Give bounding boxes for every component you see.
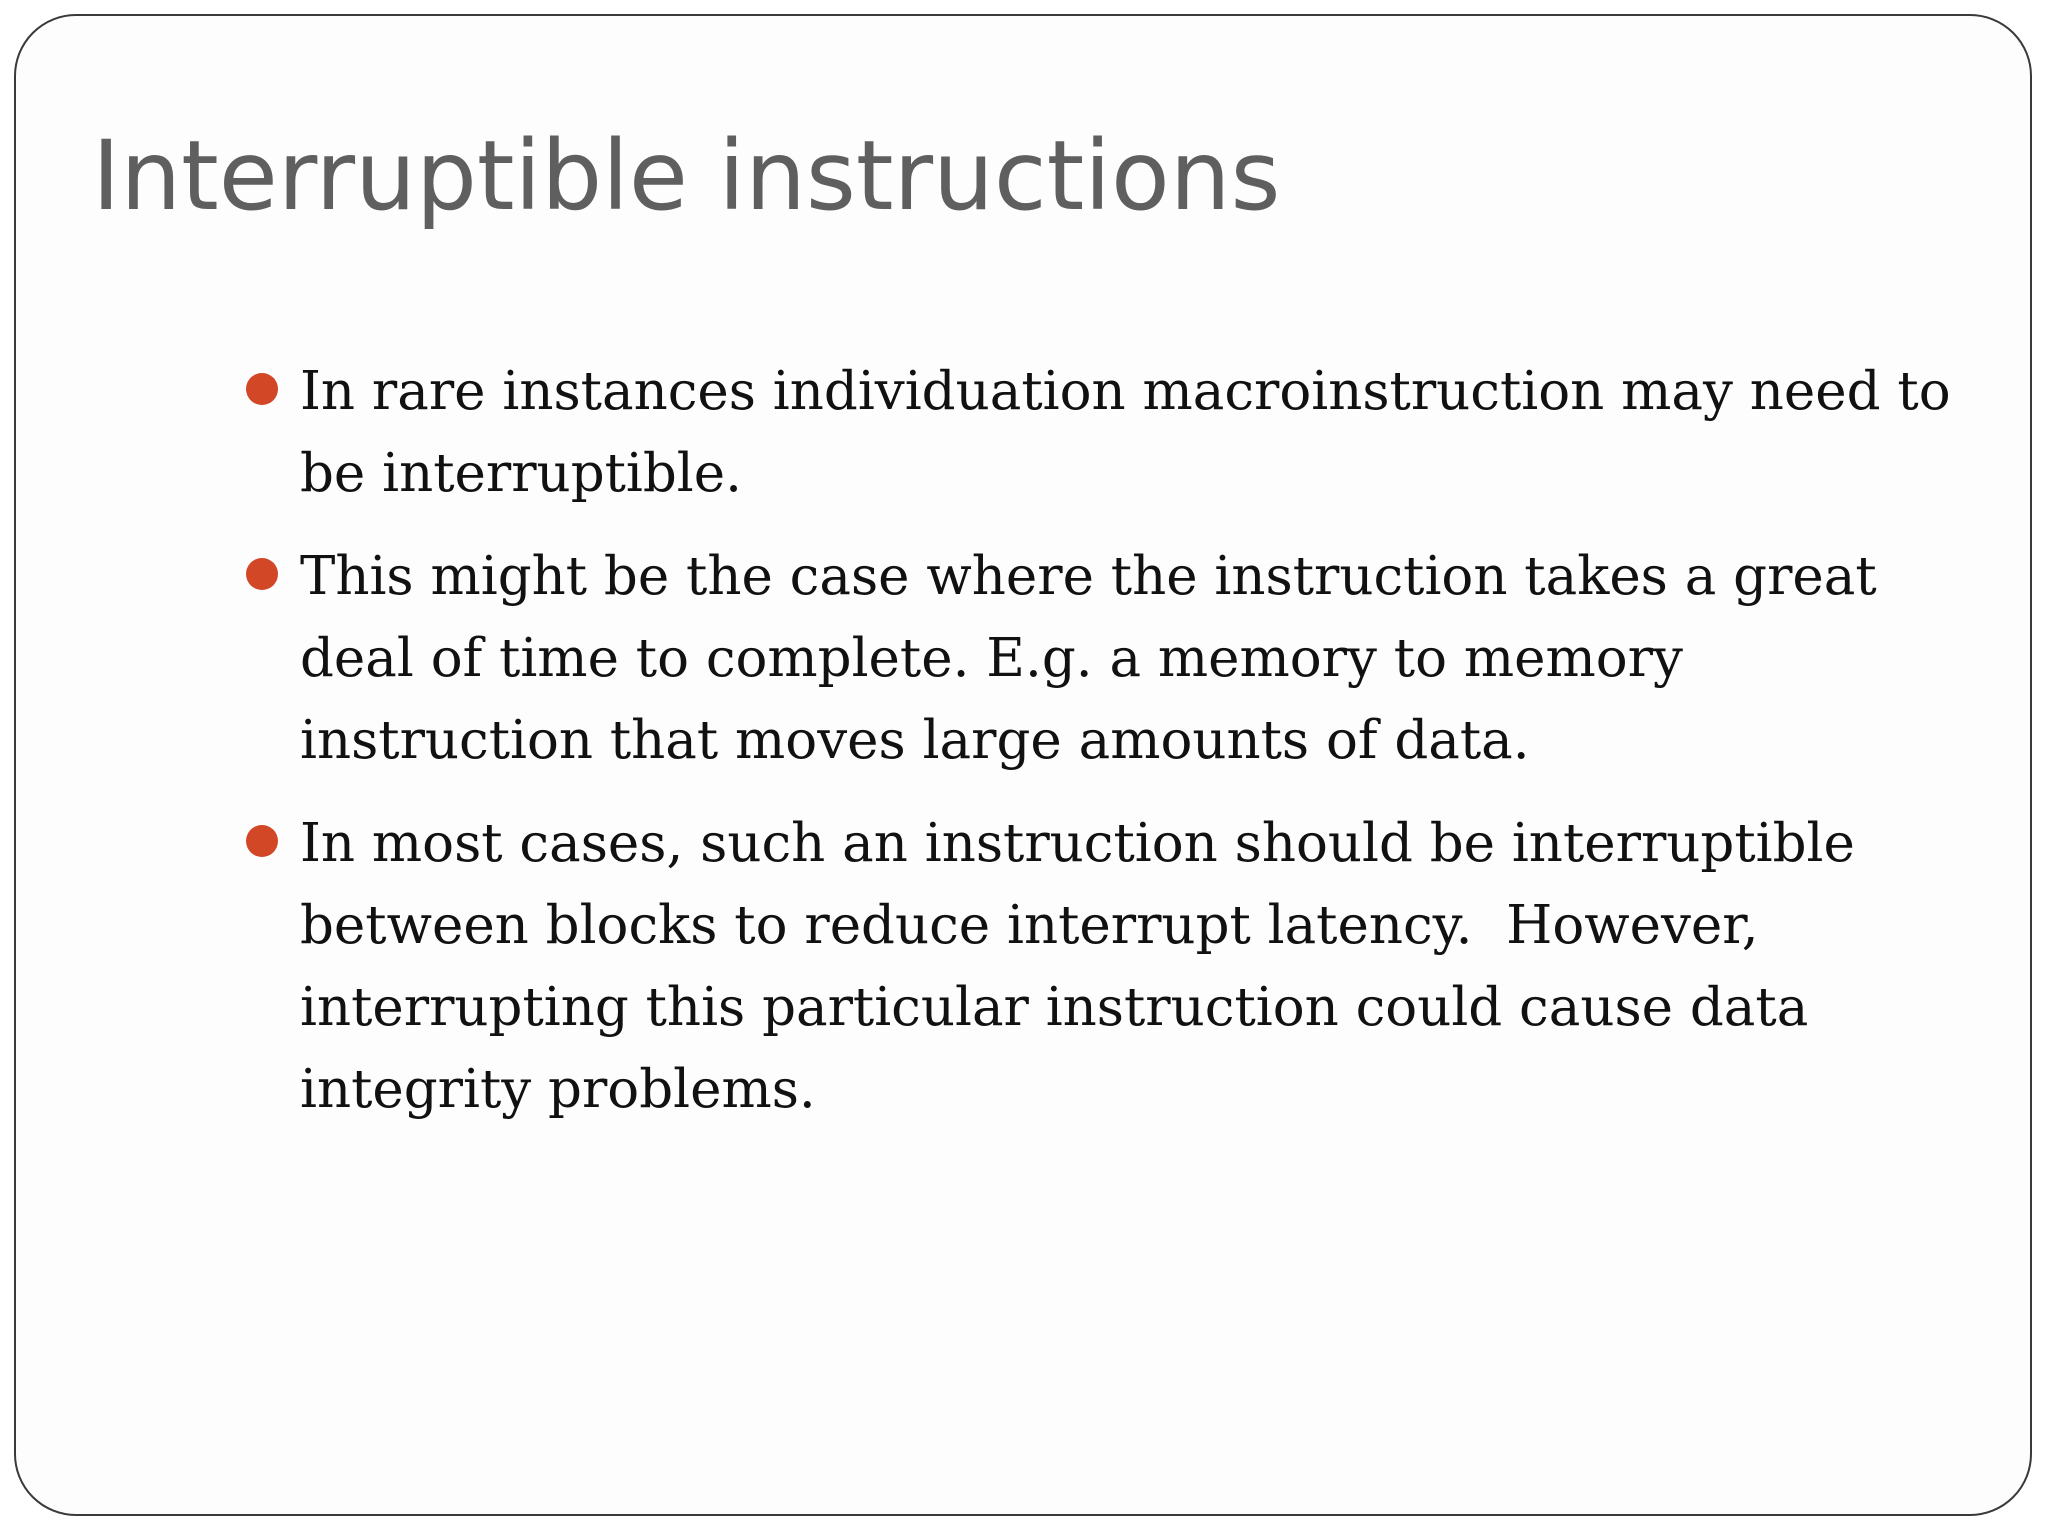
bullet-dot-icon (246, 825, 278, 857)
bullet-text: In rare instances individuation macroinstruction may need to be interruptible. (300, 361, 1951, 504)
bullet-list (236, 351, 1986, 1152)
bullet-item (236, 536, 1986, 782)
bullet-text: In most cases, such an instruction should be interruptible between blocks to reduce interrupt latency. However, interrupting this particular instruction could cause data integrity problems. (300, 813, 1872, 1120)
bullet-item (236, 351, 1986, 515)
bullet-dot-icon (246, 373, 278, 405)
bullet-item (236, 803, 1986, 1131)
bullet-text: This might be the case where the instruction takes a great deal of time to complete. E.g. a memory to memory instruction that moves large amounts of data. (300, 546, 1877, 771)
bullet-dot-icon (246, 558, 278, 590)
slide-title: Interruptible instructions (92, 120, 1281, 232)
slide-frame (14, 14, 2032, 1516)
